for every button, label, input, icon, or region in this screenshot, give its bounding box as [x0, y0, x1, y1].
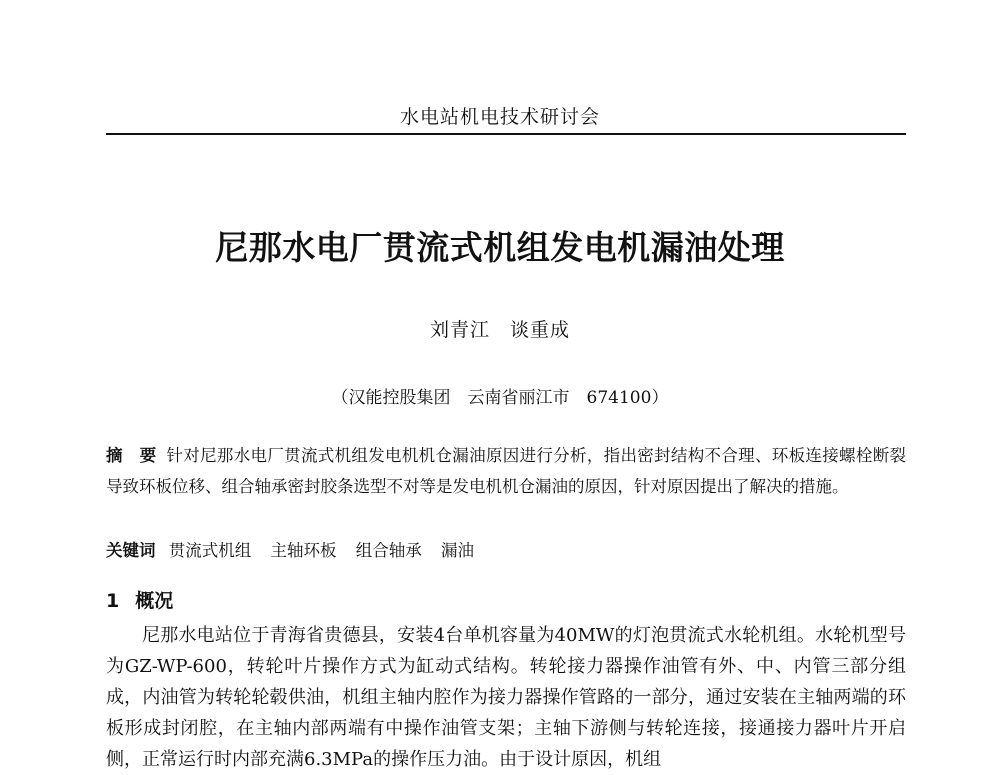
keyword: 贯流式机组	[168, 541, 252, 560]
body-paragraph: 尼那水电站位于青海省贵德县，安装4台单机容量为40MW的灯泡贯流式水轮机组。水轮机型号为GZ-WP-600，转轮叶片操作方式为缸动式结构。转轮接力器操作油管有外、中、内管三部分组成，内油管为转轮轮毂供油，机组主轴内腔作为接力器操作管路的一部分，通过安装在主轴两端的环板形成封闭腔，在主轴内部两端有中操作油管支架；主轴下游侧与转轮连接，接通接力器叶片开启侧，正常运行时内部充满6.3MPa的操作压力油。由于设计原因，机组	[106, 625, 906, 770]
header-rule	[106, 133, 906, 135]
section-number: 1	[106, 590, 120, 612]
abstract-text: 针对尼那水电厂贯流式机组发电机机仓漏油原因进行分析，指出密封结构不合理、环板连接螺栓断裂导致环板位移、组合轴承密封胶条选型不对等是发电机机仓漏油的原因，针对原因提出了解决的措施。	[106, 446, 907, 496]
keywords	[106, 537, 906, 565]
running-header: 水电站机电技术研讨会	[399, 106, 600, 128]
paper-title: 尼那水电厂贯流式机组发电机漏油处理	[215, 228, 785, 267]
affiliation: （汉能控股集团 云南省丽江市 674100）	[331, 388, 669, 408]
abstract	[106, 440, 906, 502]
keyword: 组合轴承	[355, 541, 422, 560]
keywords-label: 关键词	[106, 541, 156, 560]
keyword: 漏油	[441, 541, 474, 560]
section-title: 概况	[135, 590, 174, 612]
section-heading	[106, 586, 173, 613]
authors: 刘青江 谈重成	[429, 319, 570, 341]
abstract-label: 摘 要	[106, 446, 157, 465]
keyword: 主轴环板	[270, 541, 337, 560]
